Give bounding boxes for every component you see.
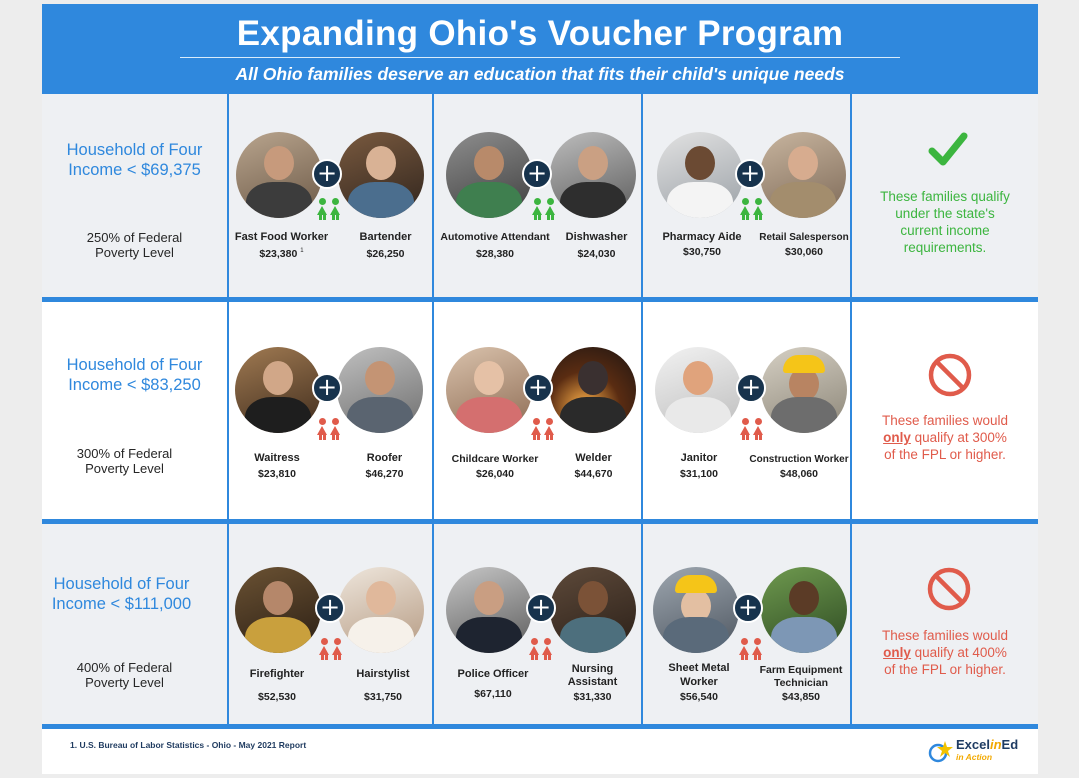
job-title: Janitor [680, 452, 718, 464]
row-label-cell [42, 302, 227, 519]
job-title: Waitress [254, 452, 300, 464]
income-row-300 [42, 302, 1038, 519]
result-cell [852, 302, 1038, 519]
plus-icon: + [522, 159, 552, 189]
construction-worker-photo [761, 347, 847, 433]
job-title: Welder [575, 452, 612, 464]
fpl-line-2: Poverty Level [85, 675, 164, 690]
only-emphasis: only [883, 430, 911, 445]
result-text: only qualify at 400% [883, 645, 1007, 660]
job-title: Firefighter [249, 668, 305, 680]
income-threshold: Income < $69,375 [68, 161, 201, 179]
header-banner [42, 4, 1038, 94]
income-row-400 [42, 524, 1038, 724]
job-salary: $31,330 [573, 691, 612, 703]
job-salary: $44,670 [574, 468, 613, 480]
fpl-line-1: 300% of Federal [76, 446, 173, 461]
column-divider [641, 94, 643, 724]
firefighter-photo [235, 567, 321, 653]
police-officer-photo [446, 567, 532, 653]
childcare-worker-photo [446, 347, 532, 433]
job-salary: $26,040 [476, 468, 514, 480]
job-pair-cell [229, 302, 432, 519]
job-title: Automotive Attendant [440, 231, 550, 243]
result-text: These families qualify [880, 189, 1010, 204]
star-logo-icon [928, 739, 954, 763]
job-salary: $23,810 [258, 468, 296, 480]
job-pair-cell [229, 524, 432, 724]
farm-equipment-technician-photo [761, 567, 847, 653]
automotive-attendant-photo [446, 132, 532, 218]
children-icon [532, 198, 558, 222]
result-text: only qualify at 300% [883, 430, 1007, 445]
result-text: These families would [881, 413, 1009, 428]
waitress-photo [235, 347, 321, 433]
job-pair-cell [434, 302, 641, 519]
job-title: Fast Food Worker [234, 231, 329, 243]
footnote-marker: 1 [300, 248, 304, 254]
children-icon [319, 638, 345, 662]
result-text: of the FPL or higher. [884, 662, 1006, 677]
household-label: Household of Four [53, 575, 190, 593]
job-salary: $67,110 [474, 688, 512, 700]
job-pair-cell [229, 94, 432, 297]
page-subtitle: All Ohio families deserve an education that fits their child's unique needs [235, 64, 845, 84]
infographic-page [42, 4, 1038, 774]
job-title: Assistant [567, 676, 618, 688]
job-salary: $31,100 [680, 468, 718, 480]
job-title: Dishwasher [565, 231, 628, 243]
logo-subtext: in Action [956, 752, 993, 762]
job-title: Childcare Worker [451, 453, 539, 465]
job-salary: $52,530 [258, 691, 296, 703]
plus-icon: + [526, 593, 556, 623]
retail-salesperson-photo [760, 132, 846, 218]
job-salary: $28,380 [476, 248, 514, 260]
excelined-logo [926, 735, 1026, 765]
job-pair-cell [434, 524, 641, 724]
job-salary: $26,250 [366, 248, 405, 260]
job-pair-cell [643, 524, 850, 724]
welder-photo [550, 347, 636, 433]
fpl-line-2: Poverty Level [95, 245, 174, 260]
fpl-line-1: 250% of Federal [86, 230, 183, 245]
title-divider [180, 57, 900, 58]
children-icon [739, 638, 765, 662]
plus-icon: + [523, 373, 553, 403]
job-salary: $31,750 [364, 691, 402, 703]
job-title: Retail Salesperson [759, 232, 849, 243]
source-footnote: 1. U.S. Bureau of Labor Statistics - Ohio - May 2021 Report [70, 740, 307, 750]
fast-food-worker-photo [236, 132, 322, 218]
nursing-assistant-photo [550, 567, 636, 653]
job-title: Farm Equipment [759, 664, 843, 676]
check-icon [928, 129, 968, 169]
fpl-line-2: Poverty Level [85, 461, 164, 476]
job-salary: $24,030 [577, 248, 616, 260]
logo-text: ExcelinEd [956, 737, 1019, 752]
job-pair-cell [643, 94, 850, 297]
job-title: Pharmacy Aide [662, 231, 742, 243]
plus-icon: + [733, 593, 763, 623]
household-label: Household of Four [66, 141, 203, 159]
income-threshold: Income < $111,000 [51, 595, 192, 613]
job-title: Hairstylist [356, 668, 410, 680]
job-salary: $23,380 $^1$ [259, 248, 304, 260]
income-threshold: Income < $83,250 [68, 376, 201, 394]
pharmacy-aide-photo [657, 132, 743, 218]
job-salary: $43,850 [782, 691, 820, 703]
plus-icon: + [312, 159, 342, 189]
bartender-photo [338, 132, 424, 218]
row-label-cell [42, 524, 227, 724]
job-title: Worker [680, 676, 718, 688]
job-title: Police Officer [457, 668, 529, 680]
children-icon [529, 638, 555, 662]
result-cell [852, 524, 1038, 724]
plus-icon: + [315, 593, 345, 623]
result-text: These families would [881, 628, 1009, 643]
job-title: Construction Worker [749, 454, 849, 465]
only-emphasis: only [883, 645, 911, 660]
plus-icon: + [312, 373, 342, 403]
sheet-metal-worker-photo [653, 567, 739, 653]
job-title: Sheet Metal [668, 662, 730, 674]
result-text: current income [900, 223, 990, 238]
janitor-photo [655, 347, 741, 433]
result-text: of the FPL or higher. [884, 447, 1006, 462]
children-icon [740, 198, 766, 222]
result-text: under the state's [895, 206, 995, 221]
fpl-line-1: 400% of Federal [76, 660, 173, 675]
hairstylist-photo [338, 567, 424, 653]
row-divider [42, 724, 1038, 729]
plus-icon: + [736, 373, 766, 403]
prohibited-icon [927, 352, 973, 398]
children-icon [531, 418, 557, 442]
children-icon [317, 198, 343, 222]
result-cell [852, 94, 1038, 297]
job-salary: $30,750 [683, 246, 721, 258]
job-salary: $30,060 [785, 246, 823, 258]
roofer-photo [337, 347, 423, 433]
row-label-cell [42, 94, 227, 297]
plus-icon: + [735, 159, 765, 189]
result-text: requirements. [903, 240, 987, 255]
column-divider [432, 94, 434, 724]
job-salary: $56,540 [680, 691, 718, 703]
household-label: Household of Four [66, 356, 203, 374]
job-title: Nursing [571, 663, 614, 675]
children-icon [317, 418, 343, 442]
job-title: Roofer [366, 452, 403, 464]
job-pair-cell [434, 94, 641, 297]
job-title: Bartender [359, 231, 412, 243]
column-divider [850, 94, 852, 724]
income-row-250 [42, 94, 1038, 297]
job-title: Technician [773, 677, 829, 689]
prohibited-icon [926, 566, 972, 612]
children-icon [740, 418, 766, 442]
column-divider [227, 94, 229, 724]
job-pair-cell [643, 302, 850, 519]
page-title: Expanding Ohio's Voucher Program [236, 14, 844, 53]
dishwasher-photo [550, 132, 636, 218]
job-salary: $48,060 [780, 468, 818, 480]
job-salary: $46,270 [365, 468, 404, 480]
